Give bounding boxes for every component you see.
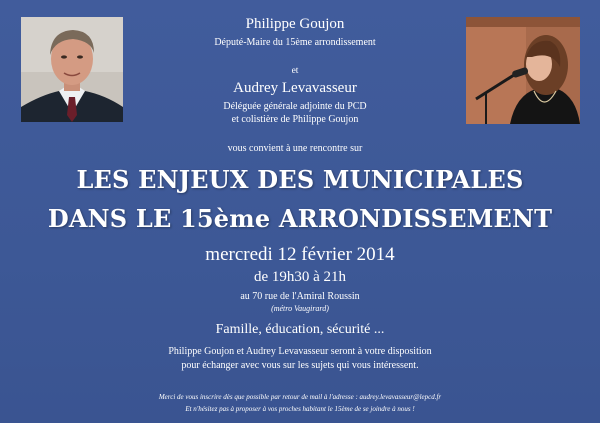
portrait-man-photo: [21, 17, 123, 122]
footer-registration: Merci de vous inscrire dès que possible par retour de mail à l'adresse : audrey.levavasseur@lepcd.fr: [158, 393, 442, 401]
headline-line2: DANS LE 15ème ARRONDISSEMENT: [47, 204, 553, 233]
cohost-name: Audrey Levavasseur: [233, 80, 357, 96]
invitation-text: vous convient à une rencontre sur: [227, 143, 363, 154]
event-date: mercredi 12 février 2014: [205, 244, 395, 265]
footer-invite-friends: Et n'hésitez pas à proposer à vos proches habitant le 15ème de se joindre à nous !: [185, 405, 415, 413]
conjunction: et: [291, 66, 299, 76]
portrait-woman-microphone-photo: [466, 17, 580, 124]
cohost-role-line2: et colistière de Philippe Goujon: [231, 114, 359, 125]
event-metro: (métro Vaugirard): [271, 304, 329, 313]
headline-line1: LES ENJEUX DES MUNICIPALES: [76, 165, 524, 194]
host-name: Philippe Goujon: [245, 16, 345, 32]
event-time: de 19h30 à 21h: [253, 269, 347, 285]
host-role: Député-Maire du 15ème arrondissement: [214, 37, 376, 48]
topics: Famille, éducation, sécurité ...: [215, 322, 385, 337]
event-address: au 70 rue de l'Amiral Roussin: [240, 291, 360, 302]
description-line1: Philippe Goujon et Audrey Levavasseur seront à votre disposition: [168, 346, 432, 357]
description-line2: pour échanger avec vous sur les sujets qui vous intéressent.: [181, 360, 419, 371]
cohost-role-line1: Déléguée générale adjointe du PCD: [223, 101, 367, 112]
